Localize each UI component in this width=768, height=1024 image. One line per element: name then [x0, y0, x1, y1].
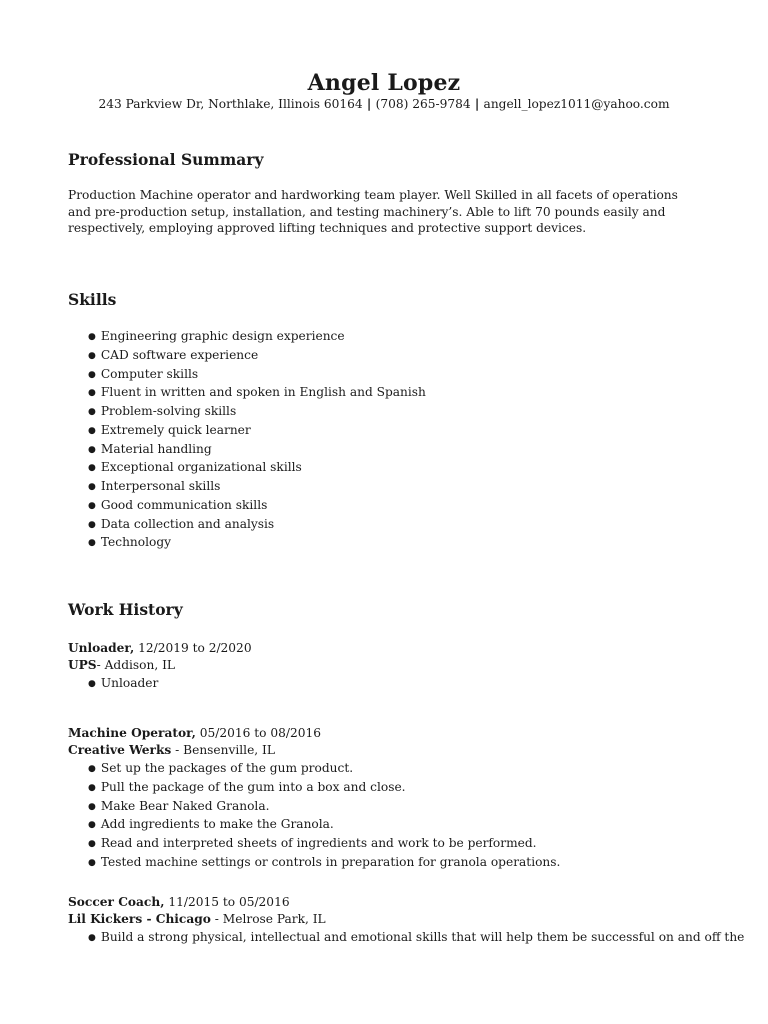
skill-item: ● CAD software experience — [88, 347, 426, 366]
job-company-line — [68, 912, 326, 926]
job-title-line — [68, 895, 290, 909]
skills-list — [88, 328, 426, 553]
job-company: Creative Werks — [68, 743, 172, 757]
job-title: Soccer Coach, — [68, 895, 165, 909]
separator: | — [362, 97, 376, 111]
job-bullets — [88, 675, 158, 694]
job-company: UPS — [68, 658, 97, 672]
job-dates: 05/2016 to 08/2016 — [199, 726, 322, 740]
job-bullet: ● Add ingredients to make the Granola. — [88, 816, 560, 835]
skill-item: ● Exceptional organizational skills — [88, 459, 426, 478]
job-location: - Melrose Park, IL — [214, 912, 326, 926]
job-bullet: ● Build a strong physical, intellectual and emotional skills that will help them be successful on and off the — [88, 929, 744, 948]
job-title-line — [68, 726, 321, 740]
job-dates: 11/2015 to 05/2016 — [168, 895, 290, 909]
skill-item: ● Technology — [88, 534, 426, 553]
email: angell_lopez1011@yahoo.com — [483, 97, 670, 111]
skill-item: ● Interpersonal skills — [88, 478, 426, 497]
skill-item: ● Data collection and analysis — [88, 516, 426, 535]
job-bullets — [88, 929, 744, 948]
job-bullet: ● Pull the package of the gum into a box and close. — [88, 779, 560, 798]
job-location: - Bensenville, IL — [175, 743, 275, 757]
skill-item: ● Good communication skills — [88, 497, 426, 516]
summary-text: Production Machine operator and hardworking team player. Well Skilled in all facets of operations and pre-production setup, installation, and testing machinery’s. Able to lift 70 pounds easily and respectively, employing approved lifting techniques and protective support devices. — [68, 188, 678, 235]
work-history-heading: Work History — [68, 600, 183, 619]
job-bullets — [88, 760, 560, 873]
address: 243 Parkview Dr, Northlake, Illinois 60164 — [98, 97, 363, 111]
job-company-line — [68, 658, 175, 672]
skill-item: ● Extremely quick learner — [88, 422, 426, 441]
job-title: Unloader, — [68, 641, 135, 655]
skill-item: ● Engineering graphic design experience — [88, 328, 426, 347]
separator: | — [470, 97, 484, 111]
job-bullet: ● Unloader — [88, 675, 158, 694]
job-location: - Addison, IL — [96, 658, 176, 672]
skill-item: ● Computer skills — [88, 366, 426, 385]
job-bullet: ● Read and interpreted sheets of ingredients and work to be performed. — [88, 835, 560, 854]
job-title-line — [68, 641, 252, 655]
contact-line — [0, 97, 768, 111]
job-bullet: ● Tested machine settings or controls in preparation for granola operations. — [88, 854, 560, 873]
skill-item: ● Material handling — [88, 441, 426, 460]
summary-heading: Professional Summary — [68, 150, 264, 169]
job-company: Lil Kickers - Chicago — [68, 912, 211, 926]
job-dates: 12/2019 to 2/2020 — [138, 641, 252, 655]
phone: (708) 265-9784 — [375, 97, 471, 111]
job-bullet: ● Make Bear Naked Granola. — [88, 798, 560, 817]
skills-heading: Skills — [68, 290, 117, 309]
job-title: Machine Operator, — [68, 726, 196, 740]
job-company-line — [68, 743, 275, 757]
candidate-name: Angel Lopez — [307, 70, 461, 96]
job-bullet: ● Set up the packages of the gum product. — [88, 760, 560, 779]
skill-item: ● Fluent in written and spoken in English and Spanish — [88, 384, 426, 403]
skill-item: ● Problem-solving skills — [88, 403, 426, 422]
